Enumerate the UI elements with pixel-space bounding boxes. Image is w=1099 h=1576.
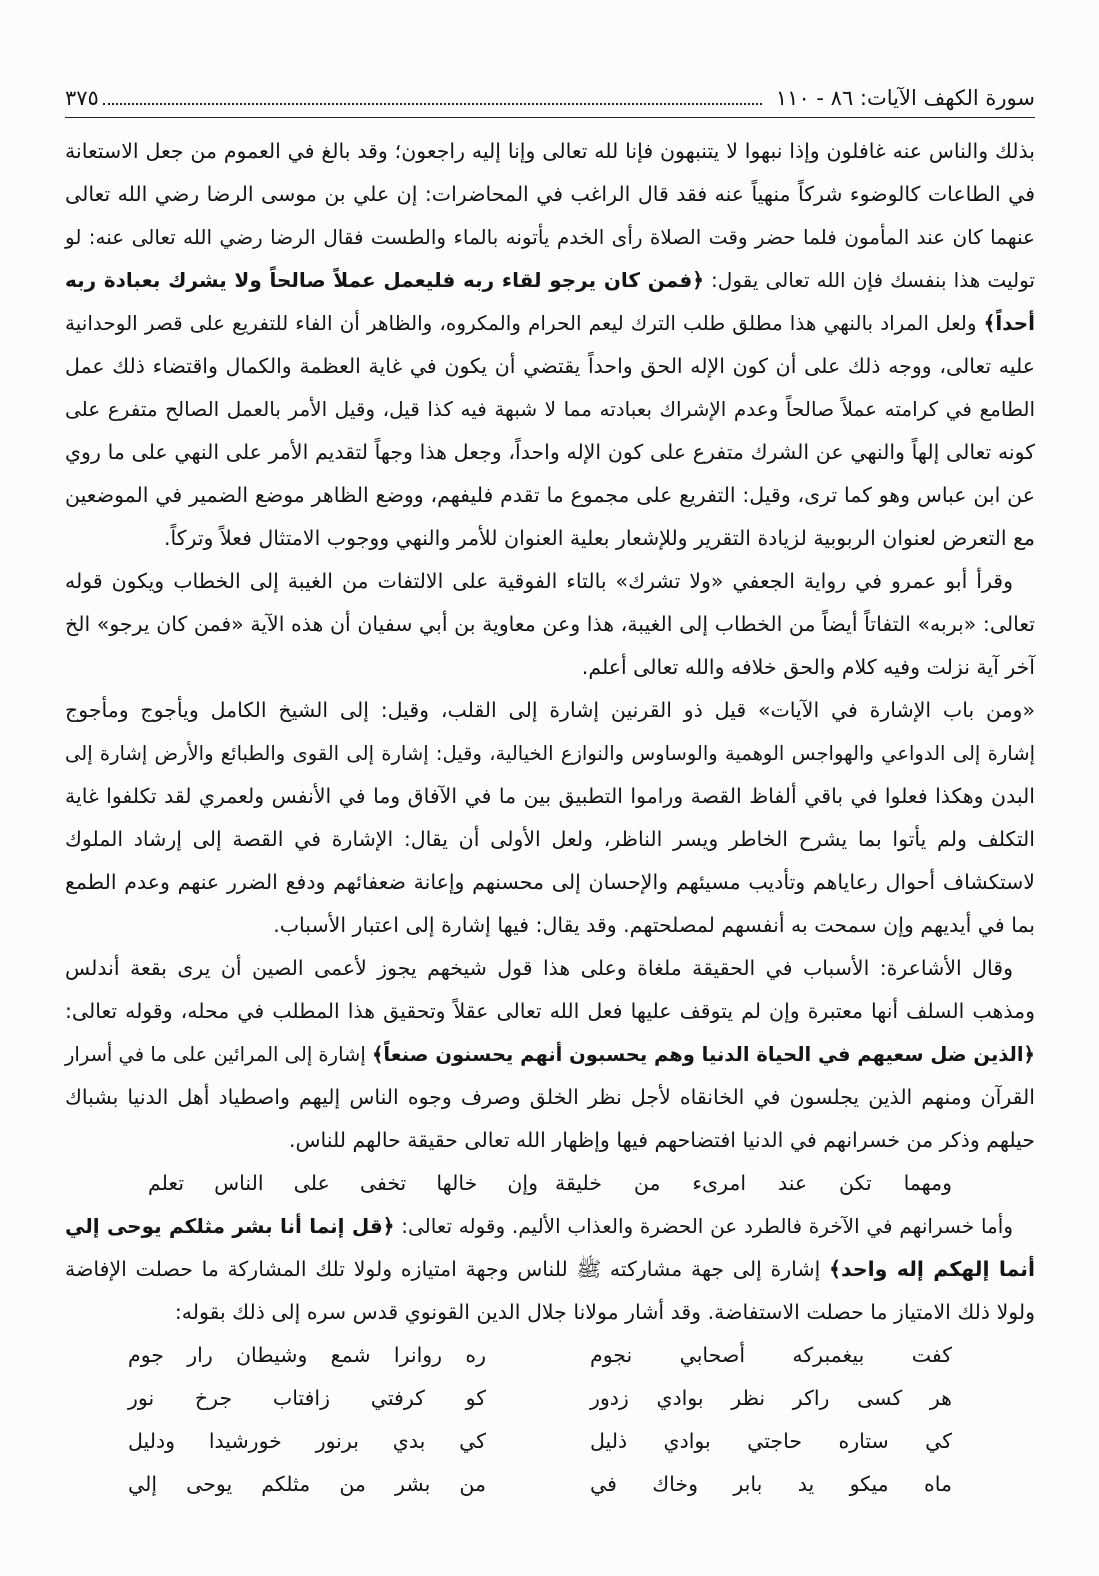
text-span: تعالى: «بربه» التفاتاً أيضاً من الخطاب إلى الغيبة، هذا وعن معاوية بن أبي سفيان أن هذه الآية «فمن كان يرجو» الخ (65, 612, 1035, 636)
quran-verse: أنما إلهكم إله واحد﴾ (829, 1257, 1036, 1281)
text-line (65, 990, 1035, 1033)
text-span: بما في أيديهم وإن سمحت به أنفسهم لمصلحتهم. وقد يقال: فيها إشارة إلى اعتبار الأسباب. (273, 913, 1035, 937)
text-span: عليه تعالى، ووجه ذلك على أن كون الإله الحق واحداً يقتضي أن يكون في غاية العظمة والكمال واقتضاء ذلك عمل (65, 354, 1035, 378)
quran-verse: أحداً﴾ (983, 311, 1035, 335)
text-line (65, 818, 1035, 861)
page-number: ٣٧٥ (65, 86, 99, 110)
text-line (65, 1248, 1035, 1291)
text-span: لاستكشاف أحوال رعاياهم وتأديب مسيئهم والإحسان إلى محسنهم وإعانة ضعفائهم ودفع الضرر عنهم وعدم الطمع (65, 870, 1035, 894)
text-span: إشارة إلى جهة مشاركته ﷺ للناس وجهة امتيازه ولولا تلك المشاركة ما حصلت الإفاضة (65, 1257, 830, 1281)
text-span: ولعل المراد بالنهي هذا مطلق طلب الترك ليعم الحرام والمكروه، والظاهر أن الفاء للتفريع على قصر الوحدانية (65, 311, 984, 335)
dot-leader (103, 103, 762, 105)
hemistich-right: كي ستاره حاجتي بوادي ذليل (590, 1429, 952, 1453)
text-span: القرآن ومنهم الذين يجلسون في الخانقاه لأجل نظر الخلق وصرف وجوه الناس إليهم واصطياد أهل الدنيا بشباك (65, 1085, 1035, 1109)
text-line (65, 947, 1035, 990)
quran-verse: ﴿الذين ضل سعيهم في الحياة الدنيا وهم يحسبون أنهم يحسنون صنعاً﴾ (371, 1043, 1035, 1066)
poetry-verse (65, 1334, 1035, 1377)
text-span: في الطاعات كالوضوء شركاً منهياً عنه فقد قال الراغب في المحاضرات: إن علي بن موسى الرضا رضي الله تعالى (65, 182, 1035, 206)
hemistich-left: وإن خالها تخفى على الناس تعلم (148, 1171, 538, 1195)
text-line (65, 646, 1035, 689)
text-line (65, 732, 1035, 775)
paragraph (65, 560, 1035, 689)
text-line (65, 388, 1035, 431)
text-span: وقال الأشاعرة: الأسباب في الحقيقة ملغاة وعلى هذا قول شيخهم يجوز لأعمى الصين أن يرى بقعة أندلس (65, 956, 1013, 980)
text-span: «ومن باب الإشارة في الآيات» قيل ذو القرنين إشارة إلى القلب، وقيل: إلى الشيخ الكامل ويأجوج ومأجوج (65, 698, 1035, 722)
text-span: عنهما كان عند المأمون فلما حضر وقت الصلاة رأى الخدم يأتونه بالماء والطست فقال الرضا رضي الله تعالى عنه: لو (65, 225, 1035, 249)
paragraph (65, 689, 1035, 947)
text-span: ولولا ذلك الامتياز ما حصلت الاستفاضة. وقد أشار مولانا جلال الدين القونوي قدس سره إلى ذلك بقوله: (174, 1300, 1035, 1324)
text-line (65, 560, 1035, 603)
poetry-verse (65, 1463, 1035, 1506)
text-span: حيلهم وذكر من خسرانهم في الدنيا افتضاحهم فيها وإظهار الله تعالى حقيقة حالهم للناس. (288, 1128, 1035, 1152)
text-span: الطامع في كرامته عملاً صالحاً وعدم الإشراك بعبادته مما لا شبهة فيه كذا قيل، وقيل الأمر بالعمل الصالح متفرع على (65, 397, 1035, 421)
text-span: توليت هذا بنفسك فإن الله تعالى يقول: (703, 268, 1035, 292)
text-line (65, 861, 1035, 904)
running-header (65, 82, 1035, 114)
text-line (65, 474, 1035, 517)
hemistich-right: هر كسى راكر نظر بوادي زدور (590, 1386, 952, 1410)
text-span: البدن وهكذا فعلوا في باقي ألفاظ القصة وراموا التطبيق بين ما في الآفاق وما في الأنفس ولعمري لقد تكلفوا غاية (65, 784, 1035, 808)
text-line (65, 345, 1035, 388)
text-span: كونه تعالى إلهاً والنهي عن الشرك متفرع على كون الإله واحداً، وجعل هذا وجهاً لتقديم الأمر على النهي على ما روي (65, 440, 1035, 464)
text-span: بذلك والناس عنه غافلون وإذا نبهوا لا يتنبهون فإنا لله تعالى وإنا إليه راجعون؛ وقد بالغ في العموم من جعل الاستعانة (65, 139, 1035, 163)
text-line (65, 1205, 1035, 1248)
text-line (65, 603, 1035, 646)
text-span: إشارة إلى الدواعي والهواجس الوهمية والوساوس والنوازع الخيالية، وقيل: إشارة إلى القوى والطبائع والأرض إشارة إلى (65, 742, 1035, 765)
poetry-verse (65, 1420, 1035, 1463)
text-line (65, 904, 1035, 947)
text-span: وأما خسرانهم في الآخرة فالطرد عن الحضرة والعذاب الأليم. وقوله تعالى: (394, 1214, 1013, 1238)
text-line (65, 216, 1035, 259)
paragraph (65, 1205, 1035, 1334)
text-line (65, 1119, 1035, 1162)
hemistich-right: كفت بيغمبركه أصحابي نجوم (590, 1343, 952, 1367)
quran-verse: ﴿قل إنما أنا بشر مثلكم يوحى إلي (65, 1214, 395, 1238)
text-line (65, 302, 1035, 345)
text-line (65, 689, 1035, 732)
paragraph (65, 947, 1035, 1162)
quran-verse: ﴿فمن كان يرجو لقاء ربه فليعمل عملاً صالحاً ولا يشرك بعبادة ربه (65, 268, 704, 292)
poetry-verse (65, 1377, 1035, 1420)
hemistich-left: من بشر من مثلكم يوحى إلي (128, 1472, 486, 1496)
text-line (65, 775, 1035, 818)
hemistich-left: كو كرفتي زافتاب جرخ نور (128, 1386, 486, 1410)
text-span: وقرأ أبو عمرو في رواية الجعفي «ولا تشرك» بالتاء الفوقية على الالتفات من الغيبة إلى الخطاب ويكون قوله (65, 569, 1013, 593)
surah-title: سورة الكهف الآيات: ٨٦ - ١١٠ (775, 86, 1035, 110)
text-line (65, 130, 1035, 173)
text-span: مع التعرض لعنوان الربوبية لزيادة التقرير وللإشعار بعلية العنوان للأمر والنهي ووجوب الامتثال فعلاً وتركاً. (164, 526, 1035, 550)
text-line (65, 259, 1035, 302)
hemistich-right: ماه ميكو يد بابر وخاك في (590, 1472, 952, 1496)
text-span: التكلف ولم يأتوا بما يشرح الخاطر ويسر الناظر، ولعل الأولى أن يقال: الإشارة في القصة إلى إرشاد الملوك (65, 827, 1035, 851)
hemistich-left: كي بدي برنور خورشيدا ودليل (128, 1429, 486, 1453)
text-span: آخر آية نزلت وفيه كلام والحق خلافه والله تعالى أعلم. (581, 655, 1035, 679)
text-span: ومذهب السلف أنها معتبرة وإن لم يتوقف عليها فعل الله تعالى عقلاً وتحقيق هذا المطلب في محله، وقوله تعالى: (65, 999, 1035, 1023)
text-line (65, 1291, 1035, 1334)
body-text (65, 130, 1035, 1506)
text-span: عن ابن عباس وهو كما ترى، وقيل: التفريع على مجموع ما تقدم فليفهم، ووضع الظاهر موضع الضمير في الموضعين (65, 483, 1035, 507)
hemistich-left: ره روانرا شمع وشيطان رار جوم (128, 1343, 486, 1367)
text-line (65, 431, 1035, 474)
text-line (65, 1076, 1035, 1119)
text-span: إشارة إلى المرائين على ما في أسرار (65, 1043, 372, 1066)
text-line (65, 173, 1035, 216)
text-line (65, 517, 1035, 560)
paragraph (65, 130, 1035, 560)
header-rule (65, 117, 1035, 118)
persian-poem (65, 1334, 1035, 1506)
poetry-verse (65, 1162, 1035, 1205)
text-line (65, 1033, 1035, 1076)
hemistich-right: ومهما تكن عند امرىء من خليقة (555, 1171, 952, 1195)
